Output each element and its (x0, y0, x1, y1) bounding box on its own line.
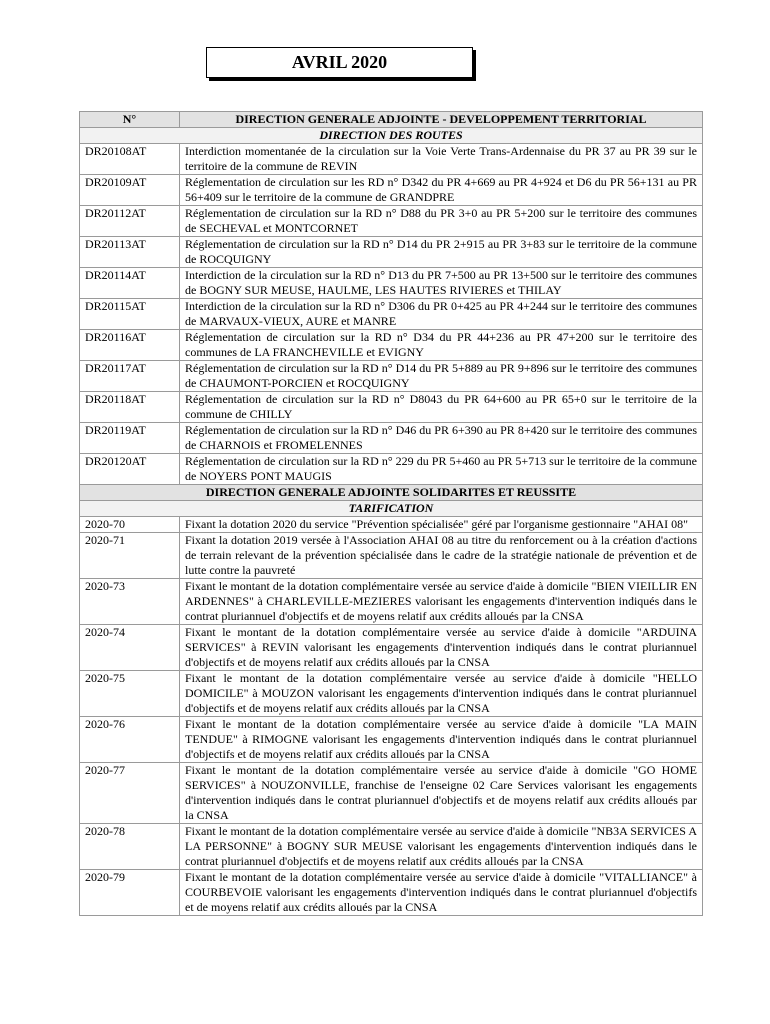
act-description: Fixant le montant de la dotation complémentaire versée au service d'aide à domicile "LA MAIN TENDUE" à RIMOGNE valorisant les engagements d'intervention indiqués dans le contrat pluriannuel d'objectifs et de moyens relatif aux crédits alloués par la CNSA (180, 717, 703, 763)
act-description: Interdiction de la circulation sur la RD n° D13 du PR 7+500 au PR 13+500 sur le territoire des communes de BOGNY SUR MEUSE, HAULME, LES HAUTES RIVIERES et THILAY (180, 268, 703, 299)
table-row (80, 144, 703, 175)
subsection-title-tarification-row (80, 501, 703, 517)
act-description: Réglementation de circulation sur la RD n° D46 du PR 6+390 au PR 8+420 sur le territoire des communes de CHARNOIS et FROMELENNES (180, 423, 703, 454)
act-number: DR20109AT (80, 175, 180, 206)
page-title: AVRIL 2020 (206, 47, 473, 78)
act-description: Fixant le montant de la dotation complémentaire versée au service d'aide à domicile "BIEN VIEILLIR EN ARDENNES" à CHARLEVILLE-MEZIERES valorisant les engagements d'intervention indiqués dans le contrat pluriannuel d'objectifs et de moyens relatif aux crédits alloués par la CNSA (180, 579, 703, 625)
subsection-title-tarification: TARIFICATION (80, 501, 703, 517)
act-description: Fixant la dotation 2020 du service "Prévention spécialisée" géré par l'organisme gestionnaire "AHAI 08" (180, 517, 703, 533)
act-number: DR20112AT (80, 206, 180, 237)
act-description: Fixant le montant de la dotation complémentaire versée au service d'aide à domicile "ARDUINA SERVICES" à REVIN valorisant les engagements d'intervention indiqués dans le contrat pluriannuel d'objectifs et de moyens relatif aux crédits alloués par la CNSA (180, 625, 703, 671)
act-number: 2020-70 (80, 517, 180, 533)
act-description: Interdiction momentanée de la circulation sur la Voie Verte Trans-Ardennaise du PR 37 au PR 39 sur le territoire de la commune de REVIN (180, 144, 703, 175)
act-description: Réglementation de circulation sur la RD n° D14 du PR 2+915 au PR 3+83 sur le territoire de la commune de ROCQUIGNY (180, 237, 703, 268)
section-title-solidarites-row (80, 485, 703, 501)
act-number: DR20114AT (80, 268, 180, 299)
act-number: DR20116AT (80, 330, 180, 361)
act-number: 2020-74 (80, 625, 180, 671)
subsection-row-routes (80, 128, 703, 144)
acts-table (79, 111, 703, 916)
table-row (80, 423, 703, 454)
table-row (80, 175, 703, 206)
table-row (80, 533, 703, 579)
table-row (80, 392, 703, 423)
column-header-row (80, 112, 703, 128)
act-description: Réglementation de circulation sur la RD n° D88 du PR 3+0 au PR 5+200 sur le territoire des communes de SECHEVAL et MONTCORNET (180, 206, 703, 237)
act-description: Fixant le montant de la dotation complémentaire versée au service d'aide à domicile "VITALLIANCE" à COURBEVOIE valorisant les engagements d'intervention indiqués dans le contrat pluriannuel d'objectifs et de moyens relatif aux crédits alloués par la CNSA (180, 870, 703, 916)
table-row (80, 206, 703, 237)
table-row (80, 330, 703, 361)
table-row (80, 870, 703, 916)
column-header-direction: DIRECTION GENERALE ADJOINTE - DEVELOPPEMENT TERRITORIAL (180, 112, 703, 128)
act-description: Réglementation de circulation sur la RD n° 229 du PR 5+460 au PR 5+713 sur le territoire de la commune de NOYERS PONT MAUGIS (180, 454, 703, 485)
table-row (80, 299, 703, 330)
act-number: DR20113AT (80, 237, 180, 268)
table-row (80, 824, 703, 870)
act-description: Fixant le montant de la dotation complémentaire versée au service d'aide à domicile "HELLO DOMICILE" à MOUZON valorisant les engagements d'intervention indiqués dans le contrat pluriannuel d'objectifs et de moyens relatif aux crédits alloués par la CNSA (180, 671, 703, 717)
table-row (80, 763, 703, 824)
table-row (80, 361, 703, 392)
table-row (80, 579, 703, 625)
act-number: DR20118AT (80, 392, 180, 423)
act-number: DR20119AT (80, 423, 180, 454)
act-number: 2020-78 (80, 824, 180, 870)
act-description: Interdiction de la circulation sur la RD n° D306 du PR 0+425 au PR 4+244 sur le territoire des communes de MARVAUX-VIEUX, AURE et MANRE (180, 299, 703, 330)
act-number: DR20120AT (80, 454, 180, 485)
acts-table-body (80, 112, 703, 916)
act-description: Réglementation de circulation sur la RD n° D14 du PR 5+889 au PR 9+896 sur le territoire des communes de CHAUMONT-PORCIEN et ROCQUIGNY (180, 361, 703, 392)
act-number: DR20108AT (80, 144, 180, 175)
act-description: Fixant le montant de la dotation complémentaire versée au service d'aide à domicile "NB3A SERVICES A LA PERSONNE" à BOGNY SUR MEUSE valorisant les engagements d'intervention indiqués dans le contrat pluriannuel d'objectifs et de moyens relatif aux crédits alloués par la CNSA (180, 824, 703, 870)
act-number: 2020-77 (80, 763, 180, 824)
table-row (80, 717, 703, 763)
table-row (80, 268, 703, 299)
table-row (80, 517, 703, 533)
act-description: Réglementation de circulation sur la RD n° D8043 du PR 64+600 au PR 65+0 sur le territoire de la commune de CHILLY (180, 392, 703, 423)
act-description: Fixant le montant de la dotation complémentaire versée au service d'aide à domicile "GO HOME SERVICES" à NOUZONVILLE, franchise de l'enseigne 02 Care Services valorisant les engagements d'intervention indiqués dans le contrat pluriannuel d'objectifs et de moyens relatif aux crédits alloués par la CNSA (180, 763, 703, 824)
table-row (80, 671, 703, 717)
act-description: Fixant la dotation 2019 versée à l'Association AHAI 08 au titre du renforcement ou à la création d'actions de terrain relevant de la prévention spécialisée dans le cadre de la stratégie nationale de prévention et de lutte contre la pauvreté (180, 533, 703, 579)
act-number: 2020-71 (80, 533, 180, 579)
table-row (80, 625, 703, 671)
table-row (80, 237, 703, 268)
act-number: DR20115AT (80, 299, 180, 330)
section-title-solidarites: DIRECTION GENERALE ADJOINTE SOLIDARITES ET REUSSITE (80, 485, 703, 501)
act-number: 2020-73 (80, 579, 180, 625)
column-header-number: N° (80, 112, 180, 128)
act-number: DR20117AT (80, 361, 180, 392)
table-row (80, 454, 703, 485)
act-number: 2020-79 (80, 870, 180, 916)
act-description: Réglementation de circulation sur les RD n° D342 du PR 4+669 au PR 4+924 et D6 du PR 56+131 au PR 56+409 sur le territoire de la commune de GRANDPRE (180, 175, 703, 206)
subsection-title-routes: DIRECTION DES ROUTES (80, 128, 703, 144)
act-number: 2020-75 (80, 671, 180, 717)
act-number: 2020-76 (80, 717, 180, 763)
act-description: Réglementation de circulation sur la RD n° D34 du PR 44+236 au PR 47+200 sur le territoire des communes de LA FRANCHEVILLE et EVIGNY (180, 330, 703, 361)
